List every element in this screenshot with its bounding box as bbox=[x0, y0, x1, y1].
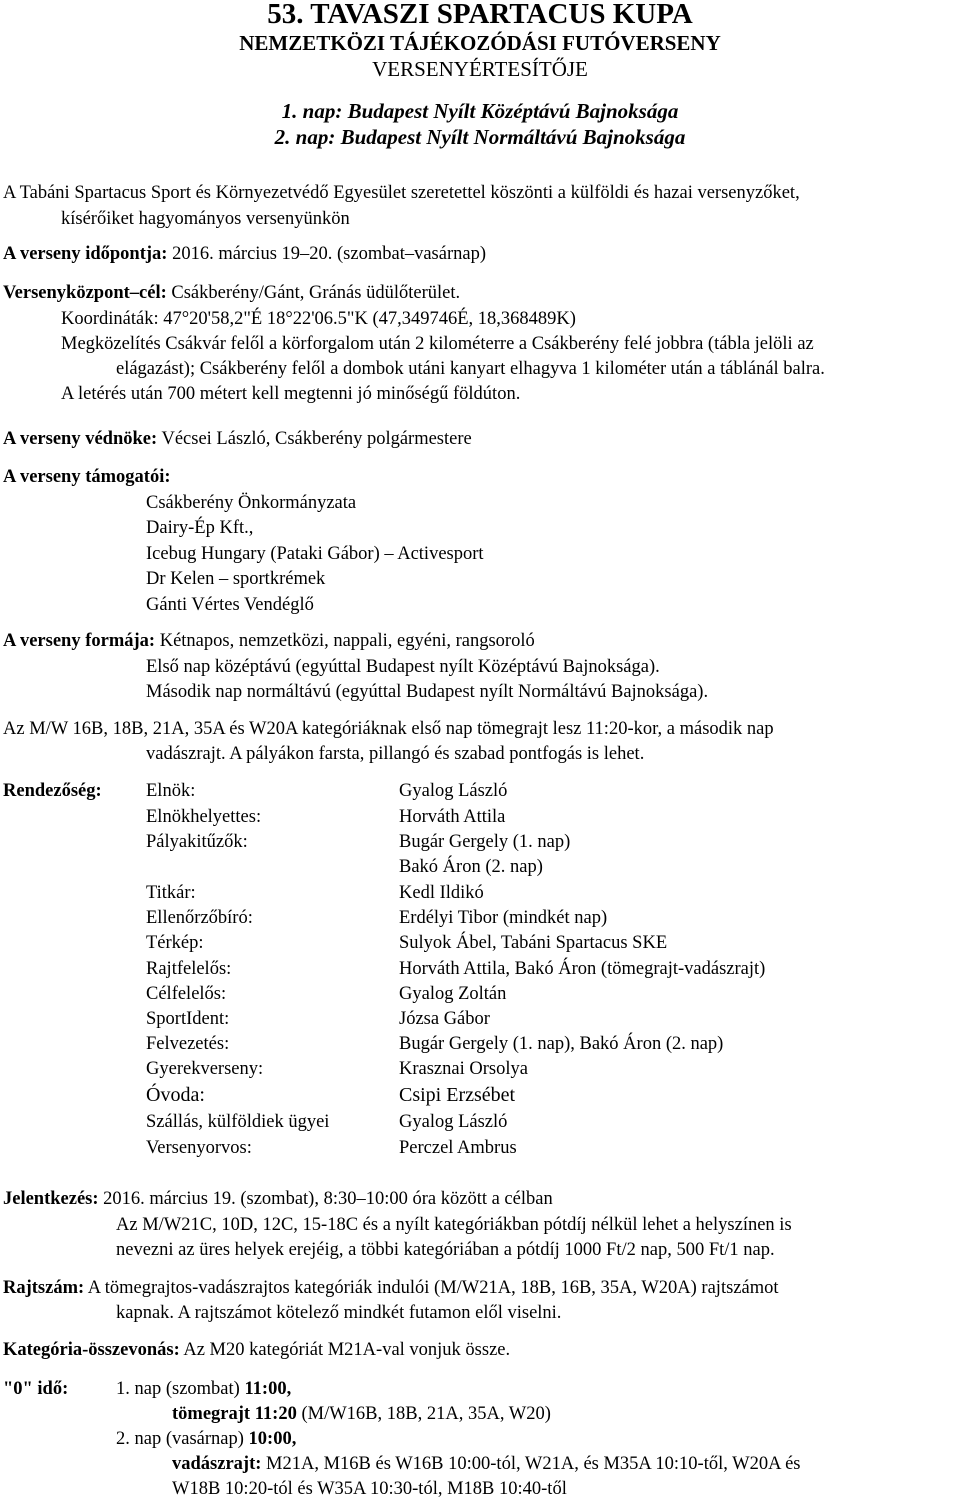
organizer-name: Józsa Gábor bbox=[399, 1009, 490, 1029]
patron-label: A verseny védnöke: bbox=[3, 429, 158, 449]
organizer-name: Bugár Gergely (1. nap) bbox=[399, 832, 571, 852]
sponsor-item: Gánti Vértes Vendéglő bbox=[146, 595, 314, 615]
document-type: VERSENYÉRTESÍTŐJE bbox=[372, 57, 588, 81]
intro-line-2: kísérőiket hagyományos versenyünkön bbox=[61, 209, 350, 229]
date-label: A verseny időpontja: bbox=[3, 244, 168, 264]
organizer-name: Kedl Ildikó bbox=[399, 883, 484, 903]
format-line-2: Első nap középtávú (egyúttal Budapest nyílt Középtávú Bajnoksága). bbox=[146, 657, 660, 677]
organizer-name: Bugár Gergely (1. nap), Bakó Áron (2. nap) bbox=[399, 1034, 724, 1054]
registration-label: Jelentkezés: bbox=[3, 1189, 99, 1209]
zero-time-hunt-label: vadászrajt: bbox=[172, 1454, 262, 1474]
organizer-name: Gyalog Zoltán bbox=[399, 984, 507, 1004]
center-value: Csákberény/Gánt, Gránás üdülőterület. bbox=[171, 283, 461, 303]
zero-time-day2 bbox=[116, 1430, 296, 1449]
center-line bbox=[3, 284, 460, 303]
date-value: 2016. március 19–20. bbox=[172, 244, 333, 264]
registration-line-2: Az M/W21C, 10D, 12C, 15-18C és a nyílt kategóriákban pótdíj nélkül lehet a helyszínen is bbox=[116, 1215, 792, 1235]
organizer-role: Felvezetés: bbox=[146, 1034, 230, 1054]
zero-time-day1 bbox=[116, 1380, 291, 1399]
organizer-name: Bakó Áron (2. nap) bbox=[399, 857, 543, 877]
format-line-3: Második nap normáltávú (egyúttal Budapest nyílt Normáltávú Bajnoksága). bbox=[146, 682, 709, 702]
organizer-role: Gyerekverseny: bbox=[146, 1059, 264, 1079]
patron-value: Vécsei László, Csákberény polgármestere bbox=[161, 429, 472, 449]
organizer-name: Erdélyi Tibor (mindkét nap) bbox=[399, 908, 608, 928]
organizer-role: Elnök: bbox=[146, 781, 196, 801]
center-label: Versenyközpont–cél: bbox=[3, 283, 167, 303]
zero-time-day1-prefix: 1. nap (szombat) bbox=[116, 1379, 240, 1399]
sponsor-item: Icebug Hungary (Pataki Gábor) – Activesport bbox=[146, 544, 484, 564]
document-subtitle: NEMZETKÖZI TÁJÉKOZÓDÁSI FUTÓVERSENY bbox=[239, 31, 721, 55]
organizer-name: Sulyok Ábel, Tabáni Spartacus SKE bbox=[399, 933, 668, 953]
date-extra: (szombat–vasárnap) bbox=[337, 244, 486, 264]
zero-time-day2-time: 10:00, bbox=[248, 1429, 297, 1449]
sponsor-item: Csákberény Önkormányzata bbox=[146, 493, 357, 513]
organizer-name: Gyalog László bbox=[399, 781, 508, 801]
organizer-name: Csipi Erzsébet bbox=[399, 1084, 516, 1106]
organizer-name: Gyalog László bbox=[399, 1112, 508, 1132]
organizer-name: Horváth Attila bbox=[399, 807, 506, 827]
registration-line-3: nevezni az üres helyek erejéig, a többi kategóriában a pótdíj 1000 Ft/2 nap, 500 Ft/1 nap. bbox=[116, 1240, 775, 1260]
merge-line bbox=[3, 1341, 510, 1360]
mass-start-line-1: Az M/W 16B, 18B, 21A, 35A és W20A kategóriáknak első nap tömegrajt lesz 11:20-kor, a második nap bbox=[3, 719, 774, 739]
patron-line bbox=[3, 430, 472, 449]
day2-heading: 2. nap: Budapest Nyílt Normáltávú Bajnoksága bbox=[274, 125, 686, 149]
sponsor-item: Dairy-Ép Kft., bbox=[146, 518, 254, 538]
zero-time-mass bbox=[172, 1405, 551, 1424]
merge-value: Az M20 kategóriát M21A-val vonjuk össze. bbox=[183, 1340, 511, 1360]
organizer-role: Titkár: bbox=[146, 883, 196, 903]
date-line bbox=[3, 245, 486, 264]
zero-time-hunt-line-2: W18B 10:20-tól és W35A 10:30-tól, M18B 10:40-től bbox=[172, 1479, 567, 1499]
approach-line-2: elágazást); Csákberény felől a dombok utáni kanyart elhagyva 1 kilométer után a táblánál balra. bbox=[116, 359, 825, 379]
organizer-role: Szállás, külföldiek ügyei bbox=[146, 1112, 330, 1132]
bib-line bbox=[3, 1279, 779, 1298]
zero-time-mass-value: (M/W16B, 18B, 21A, 35A, W20) bbox=[301, 1404, 551, 1424]
organizer-name: Perczel Ambrus bbox=[399, 1138, 517, 1158]
zero-time-day1-time: 11:00, bbox=[244, 1379, 292, 1399]
registration-line bbox=[3, 1190, 553, 1209]
zero-time-day2-prefix: 2. nap (vasárnap) bbox=[116, 1429, 244, 1449]
sponsor-item: Dr Kelen – sportkrémek bbox=[146, 569, 326, 589]
bib-value: A tömegrajtos-vadászrajtos kategóriák indulói (M/W21A, 18B, 16B, 35A, W20A) rajtszámot bbox=[87, 1278, 779, 1298]
day1-heading: 1. nap: Budapest Nyílt Középtávú Bajnoksága bbox=[281, 99, 679, 123]
sponsors-label: A verseny támogatói: bbox=[3, 467, 171, 487]
zero-time-mass-label: tömegrajt 11:20 bbox=[172, 1404, 297, 1424]
organizer-name: Krasznai Orsolya bbox=[399, 1059, 528, 1079]
merge-label: Kategória-összevonás: bbox=[3, 1340, 180, 1360]
bib-label: Rajtszám: bbox=[3, 1278, 85, 1298]
organizers-label: Rendezőség: bbox=[3, 781, 102, 801]
registration-value: 2016. március 19. (szombat), 8:30–10:00 óra között a célban bbox=[103, 1189, 553, 1209]
coordinates: Koordináták: 47°20'58,2"É 18°22'06.5"K (47,349746É, 18,368489K) bbox=[61, 309, 576, 329]
format-line bbox=[3, 632, 535, 651]
intro-line-1: A Tabáni Spartacus Sport és Környezetvédő Egyesület szeretettel köszönti a külföldi és hazai versenyzőket, bbox=[3, 183, 800, 203]
zero-time-hunt bbox=[172, 1455, 800, 1474]
format-label: A verseny formája: bbox=[3, 631, 156, 651]
organizer-role: Elnökhelyettes: bbox=[146, 807, 262, 827]
organizer-role: Ellenőrzőbíró: bbox=[146, 908, 253, 928]
mass-start-line-2: vadászrajt. A pályákon farsta, pillangó és szabad pontfogás is lehet. bbox=[146, 744, 645, 764]
organizer-name: Horváth Attila, Bakó Áron (tömegrajt-vadászrajt) bbox=[399, 959, 766, 979]
zero-time-label: "0" idő: bbox=[3, 1379, 69, 1399]
organizer-role: Óvoda: bbox=[146, 1084, 205, 1106]
organizer-role: Térkép: bbox=[146, 933, 204, 953]
organizer-role: Rajtfelelős: bbox=[146, 959, 232, 979]
format-value: Kétnapos, nemzetközi, nappali, egyéni, rangsoroló bbox=[159, 631, 535, 651]
organizer-role: Célfelelős: bbox=[146, 984, 227, 1004]
zero-time-hunt-value: M21A, M16B és W16B 10:00-tól, W21A, és M35A 10:10-től, W20A és bbox=[266, 1454, 801, 1474]
organizer-role: SportIdent: bbox=[146, 1009, 230, 1029]
approach-line-1: Megközelítés Csákvár felől a körforgalom után 2 kilométerre a Csákberény felé jobbra (tábla jelöli az bbox=[61, 334, 814, 354]
organizer-role: Versenyorvos: bbox=[146, 1138, 252, 1158]
organizer-role: Pályakitűzők: bbox=[146, 832, 248, 852]
bib-line-2: kapnak. A rajtszámot kötelező mindkét futamon elől viselni. bbox=[116, 1303, 562, 1323]
approach-line-3: A letérés után 700 métert kell megtenni jó minőségű földúton. bbox=[61, 384, 521, 404]
document-title: 53. TAVASZI SPARTACUS KUPA bbox=[267, 0, 693, 30]
